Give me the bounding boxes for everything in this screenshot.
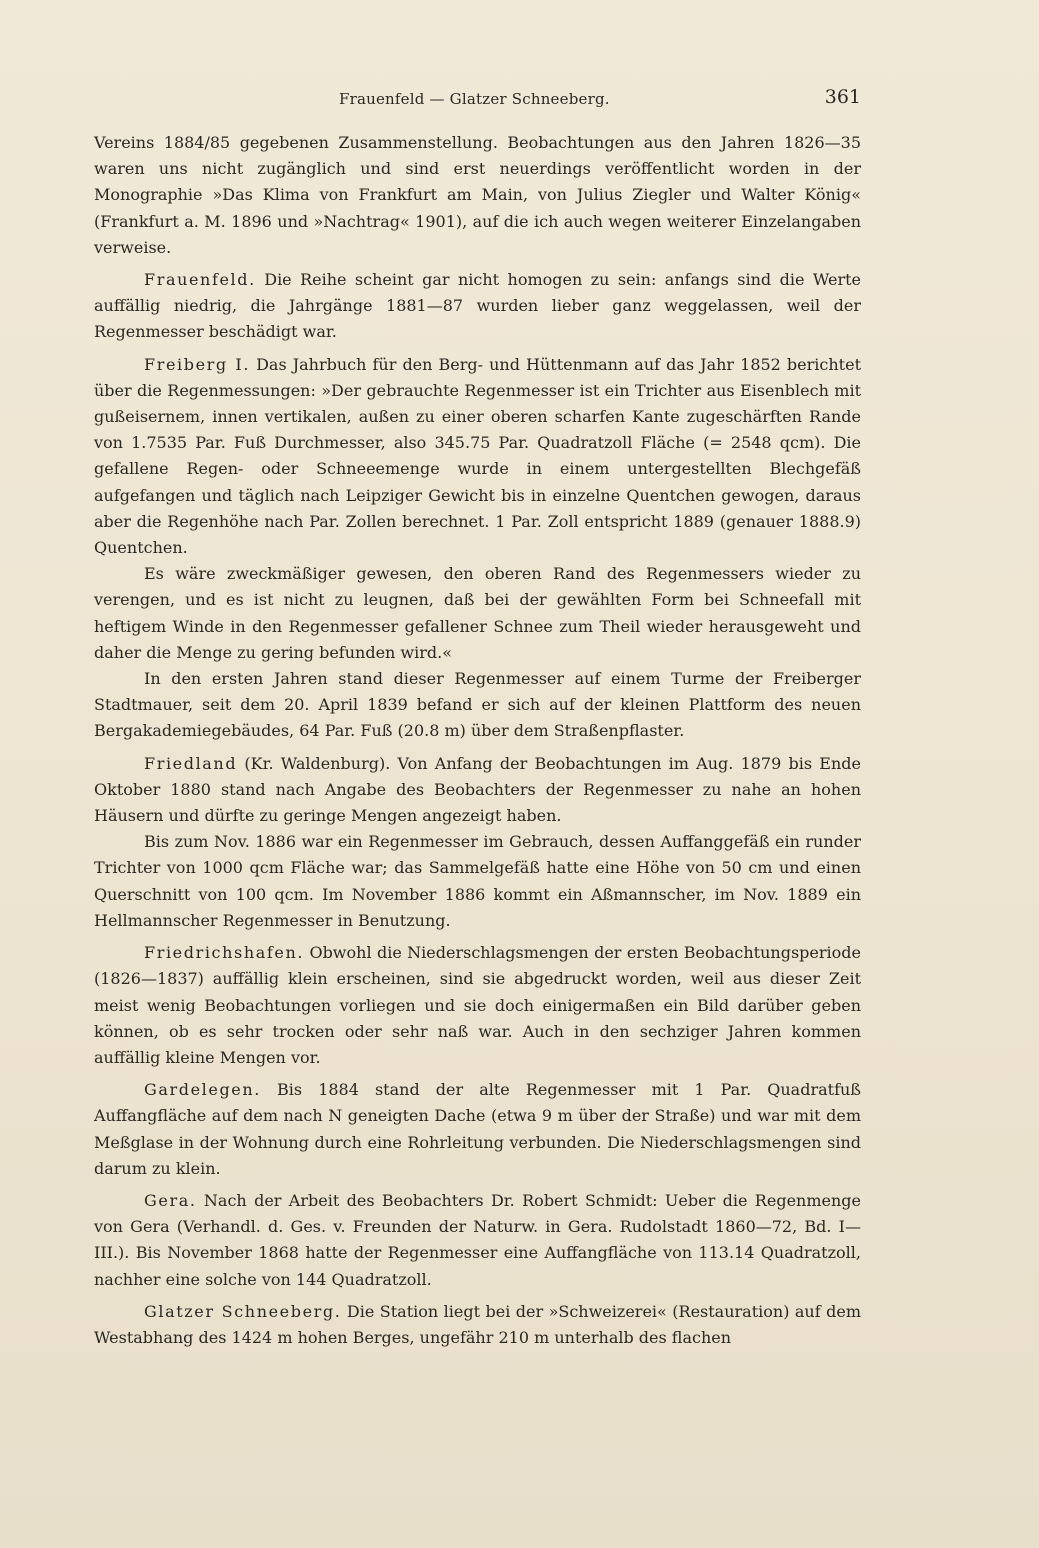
- entry-heading: Frauenfeld.: [144, 270, 256, 290]
- paragraph-text: Bis 1884 stand der alte Regenmesser mit 1 Par. Quadratfuß Auffangfläche auf dem nach N geneigten Dache (etwa 9 m über der Straße) und war mit dem Meßglase in der Wohnung durch eine Rohrleitung verbunden. Die Niederschlagsmengen sind darum zu klein.: [94, 1080, 861, 1178]
- running-head: [94, 86, 861, 114]
- paragraph-text: (Kr. Waldenburg). Von Anfang der Beobachtungen im Aug. 1879 bis Ende Oktober 1880 stand nach Angabe des Beobachters der Regenmesser zu nahe an hohen Häusern und dürfte zu geringe Mengen angezeigt haben.: [94, 753, 861, 826]
- entry-heading: Freiberg I.: [144, 354, 251, 374]
- entry-heading: Friedrichshafen.: [144, 943, 305, 963]
- paragraph-gardelegen: [94, 1077, 861, 1182]
- paragraph-text: Bis zum Nov. 1886 war ein Regenmesser im Gebrauch, dessen Auffanggefäß ein runder Trichter von 1000 qcm Fläche war; das Sammelgefäß hatte eine Höhe von 50 cm und einen Querschnitt von 100 qcm. Im November 1886 kommt ein Aßmannscher, im Nov. 1889 ein Hellmannscher Regenmesser in Benutzung.: [94, 832, 861, 930]
- paragraph-freiberg: [94, 352, 861, 562]
- paragraph-continuation: [94, 130, 861, 261]
- paragraph-text: In den ersten Jahren stand dieser Regenmesser auf einem Turme der Freiberger Stadtmauer, seit dem 20. April 1839 befand er sich auf der kleinen Plattform des neuen Bergakademiegebäudes, 64 Par. Fuß (20.8 m) über dem Straßenpflaster.: [94, 669, 861, 741]
- paragraph-gera: [94, 1188, 861, 1293]
- body-text: [94, 130, 861, 1351]
- paragraph-freiberg-quote: [94, 561, 861, 666]
- entry-heading: Glatzer Schneeberg.: [144, 1301, 342, 1321]
- entry-heading: Gera.: [144, 1190, 197, 1210]
- entry-heading: Gardelegen.: [144, 1080, 261, 1100]
- paragraph-text: Das Jahrbuch für den Berg- und Hüttenmann auf das Jahr 1852 berichtet über die Regenmessungen: »Der gebrauchte Regenmesser ist ein Trichter aus Eisenblech mit gußeisernem, innen vertikalen, außen zu einer oberen scharfen Kante zugeschärften Rande von 1.7535 Par. Fuß Durchmesser, also 345.75 Par. Quadratzoll Fläche (= 2548 qcm). Die gefallene Regen- oder Schneeemenge wurde in einem untergestellten Blechgefäß aufgefangen und täglich nach Leipziger Gewicht bis in einzelne Quentchen gewogen, daraus aber die Regenhöhe nach Par. Zollen berechnet. 1 Par. Zoll entspricht 1889 (genauer 1888.9) Quentchen.: [94, 354, 861, 558]
- paragraph-frauenfeld: [94, 267, 861, 346]
- paragraph-text: Die Reihe scheint gar nicht homogen zu sein: anfangs sind die Werte auffällig niedrig, die Jahrgänge 1881—87 wurden lieber ganz weggelassen, weil der Regenmesser beschädigt war.: [94, 270, 861, 342]
- paragraph-friedland: [94, 751, 861, 830]
- paragraph-friedland-instruments: [94, 829, 861, 934]
- entry-heading: Friedland: [144, 753, 238, 773]
- paragraph-text: Obwohl die Niederschlagsmengen der ersten Beobachtungsperiode (1826—1837) auffällig klein erscheinen, sind sie abgedruckt worden, weil aus dieser Zeit meist wenig Beobachtungen vorliegen und sie doch einigermaßen ein Bild darüber geben können, ob es sehr trocken oder sehr naß war. Auch in den sechziger Jahren kommen auffällig kleine Mengen vor.: [94, 943, 861, 1067]
- page-number: 361: [824, 86, 861, 108]
- running-title: Frauenfeld — Glatzer Schneeberg.: [339, 90, 610, 108]
- paragraph-text: Nach der Arbeit des Beobachters Dr. Robert Schmidt: Ueber die Regenmenge von Gera (Verhandl. d. Ges. v. Freunden der Naturw. in Gera. Rudolstadt 1860—72, Bd. I—III.). Bis November 1868 hatte der Regenmesser eine Auffangfläche von 113.14 Quadratzoll, nachher eine solche von 144 Quadratzoll.: [94, 1190, 861, 1289]
- paragraph-text: Die Station liegt bei der »Schweizerei« (Restauration) auf dem Westabhang des 1424 m hohen Berges, ungefähr 210 m unterhalb des flachen: [94, 1301, 861, 1347]
- paragraph-friedrichshafen: [94, 940, 861, 1071]
- paragraph-freiberg-location: [94, 666, 861, 745]
- paragraph-text: Vereins 1884/85 gegebenen Zusammenstellung. Beobachtungen aus den Jahren 1826—35 waren uns nicht zugänglich und sind erst neuerdings veröffentlicht worden in der Monographie »Das Klima von Frankfurt am Main, von Julius Ziegler und Walter König« (Frankfurt a. M. 1896 und »Nachtrag« 1901), auf die ich auch wegen weiterer Einzelangaben verweise.: [94, 133, 861, 257]
- paragraph-text: Es wäre zweckmäßiger gewesen, den oberen Rand des Regenmessers wieder zu verengen, und es ist nicht zu leugnen, daß bei der gewählten Form bei Schneefall mit heftigem Winde in den Regenmesser gefallener Schnee zum Theil wieder herausgeweht und daher die Menge zu gering befunden wird.«: [94, 564, 861, 662]
- paragraph-glatzer-schneeberg: [94, 1299, 861, 1351]
